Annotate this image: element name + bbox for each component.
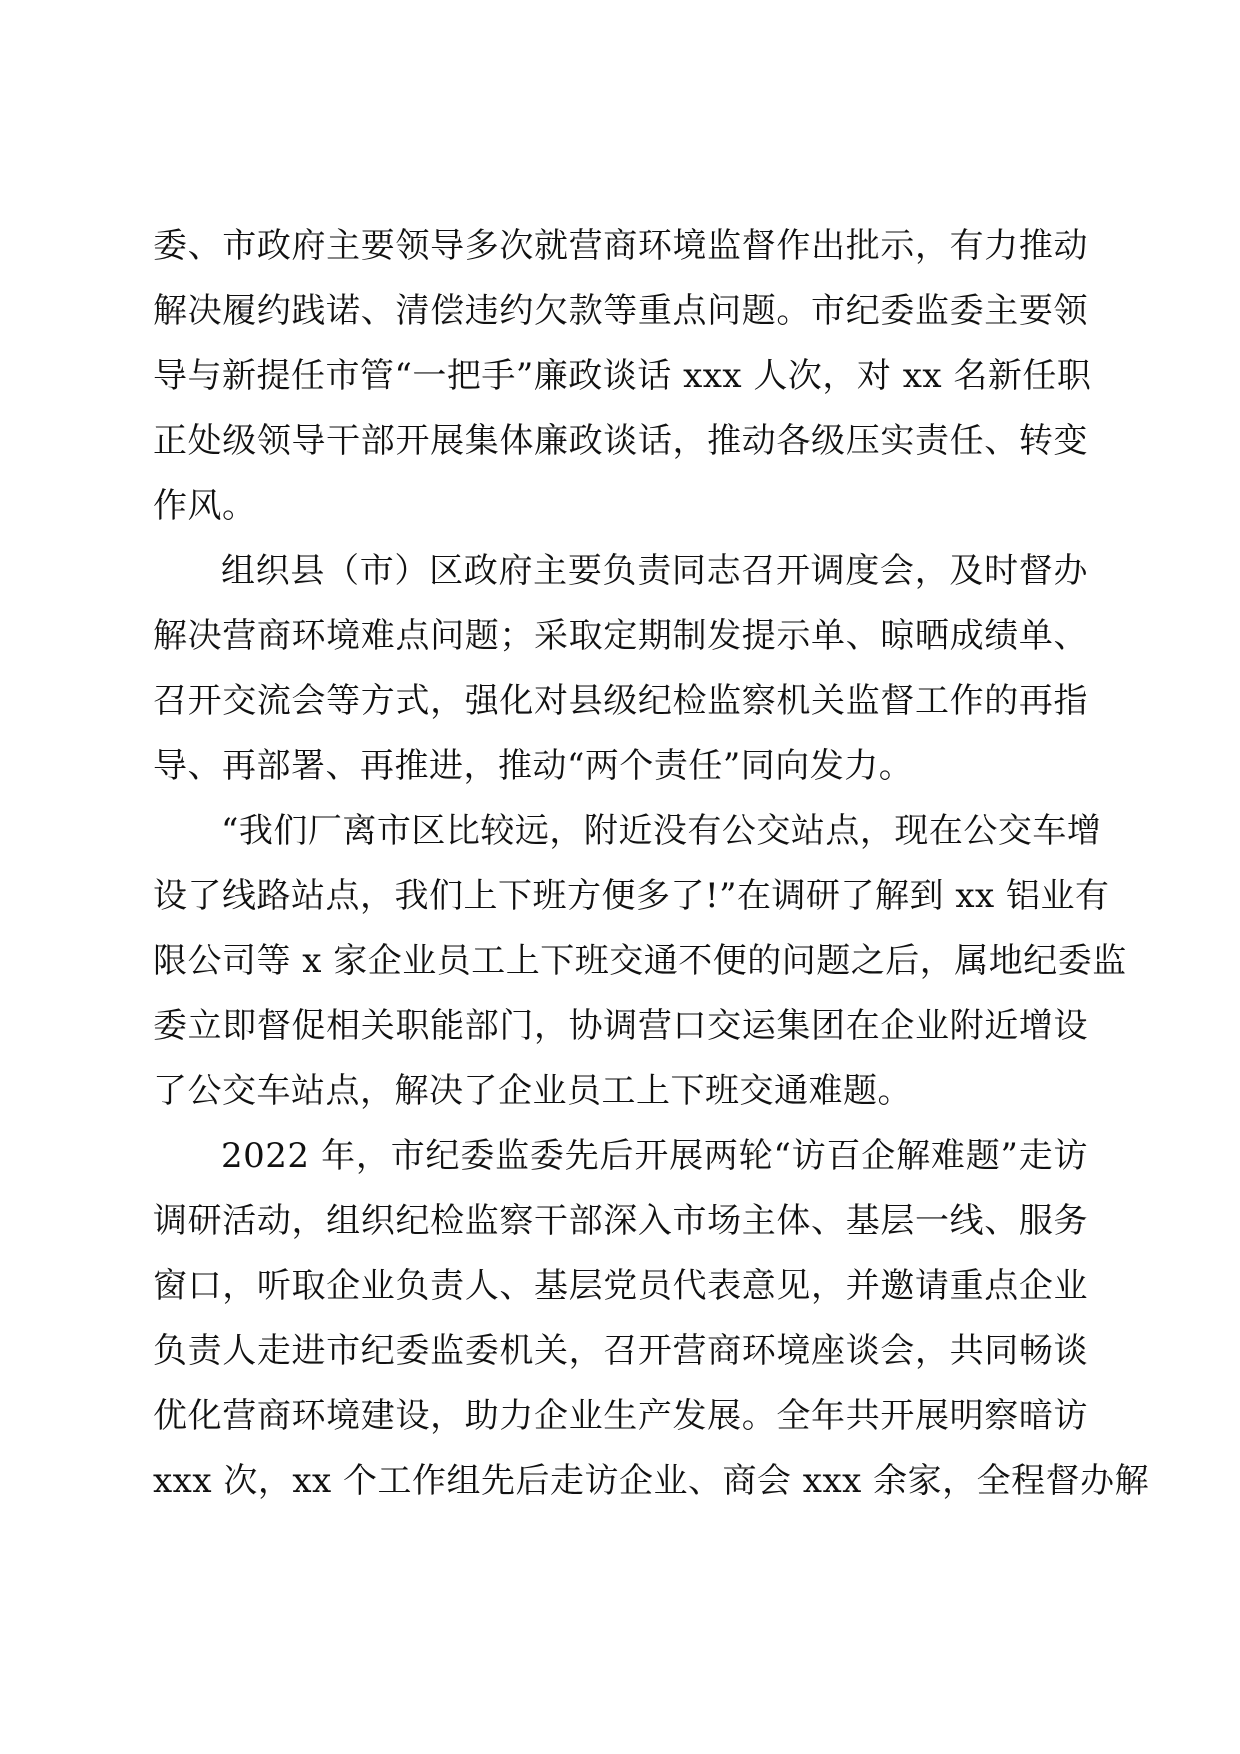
paragraph-1 — [153, 214, 1092, 539]
text-line: 导、再部署、再推进，推动“两个责任”同向发力。 — [153, 746, 914, 786]
text-line: 优化营商环境建设，助力企业生产发展。全年共开展明察暗访 — [153, 1396, 1088, 1436]
text-line: 作风。 — [153, 486, 257, 526]
text-line: 2022 年，市纪委监委先后开展两轮“访百企解难题”走访 — [221, 1136, 1088, 1176]
document-body — [153, 214, 1150, 1514]
text-line: 解决履约践诺、清偿违约欠款等重点问题。市纪委监委主要领 — [153, 291, 1088, 331]
text-line: 了公交车站点，解决了企业员工上下班交通难题。 — [153, 1071, 912, 1111]
text-line: 组织县（市）区政府主要负责同志召开调度会，及时督办 — [221, 551, 1088, 591]
text-line: 调研活动，组织纪检监察干部深入市场主体、基层一线、服务 — [153, 1201, 1088, 1241]
text-line: 限公司等 x 家企业员工上下班交通不便的问题之后，属地纪委监 — [153, 941, 1127, 981]
paragraph-3 — [153, 799, 1127, 1124]
text-line: 召开交流会等方式，强化对县级纪检监察机关监督工作的再指 — [153, 681, 1088, 721]
paragraph-4 — [153, 1124, 1150, 1514]
paragraph-2 — [153, 539, 1088, 799]
text-line: 正处级领导干部开展集体廉政谈话，推动各级压实责任、转变 — [153, 421, 1088, 461]
text-line: 委、市政府主要领导多次就营商环境监督作出批示，有力推动 — [153, 226, 1088, 266]
text-line: xxx 次，xx 个工作组先后走访企业、商会 xxx 余家，全程督办解 — [153, 1461, 1150, 1501]
text-line: 解决营商环境难点问题；采取定期制发提示单、晾晒成绩单、 — [153, 616, 1088, 656]
text-line: 导与新提任市管“一把手”廉政谈话 xxx 人次，对 xx 名新任职 — [153, 356, 1092, 396]
text-line: 委立即督促相关职能部门，协调营口交运集团在企业附近增设 — [153, 1006, 1088, 1046]
text-line: 窗口，听取企业负责人、基层党员代表意见，并邀请重点企业 — [153, 1266, 1088, 1306]
text-line: 负责人走进市纪委监委机关，召开营商环境座谈会，共同畅谈 — [153, 1331, 1088, 1371]
text-line: 设了线路站点，我们上下班方便多了!”在调研了解到 xx 铝业有 — [153, 876, 1110, 916]
text-line: “我们厂离市区比较远，附近没有公交站点，现在公交车增 — [221, 811, 1102, 851]
